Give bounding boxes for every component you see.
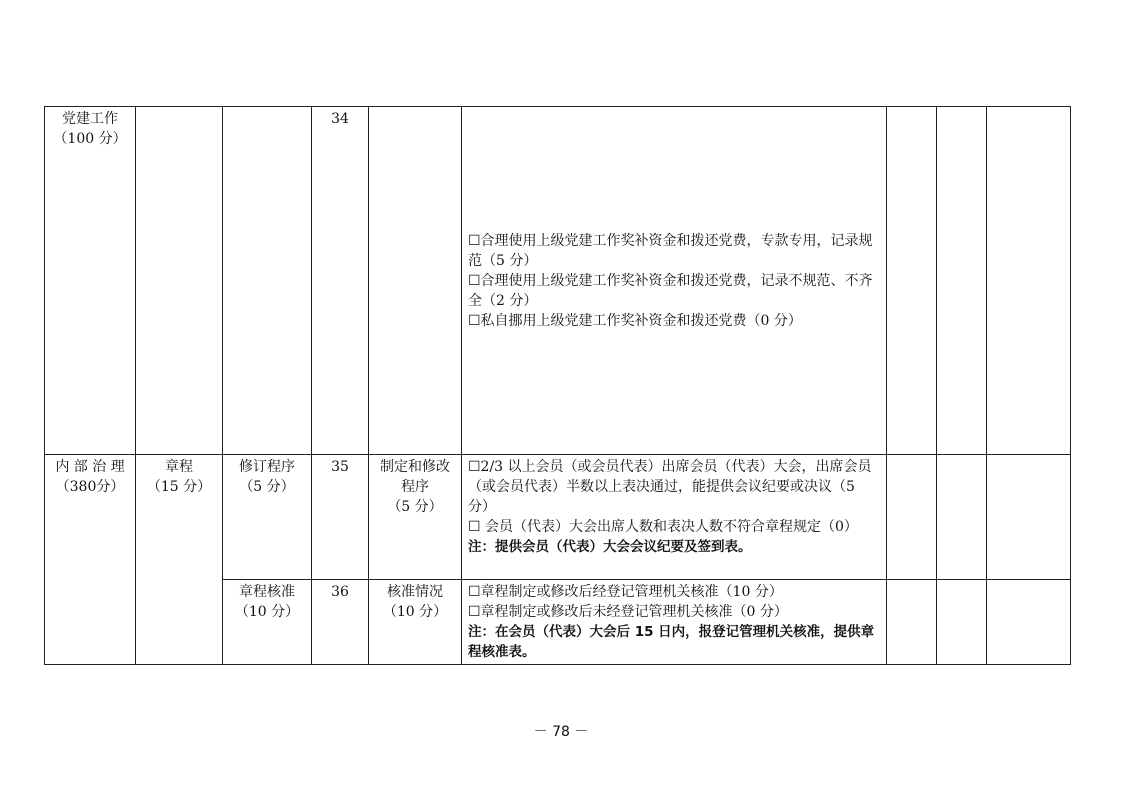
table-row xyxy=(45,455,1071,580)
item-score: （10 分） xyxy=(234,604,300,620)
item-cell xyxy=(223,107,312,455)
subcategory-score: （15 分） xyxy=(146,479,212,495)
criterion-score: （5 分） xyxy=(387,499,443,515)
blank-cell xyxy=(987,580,1071,665)
options-cell xyxy=(462,107,887,455)
blank-cell xyxy=(887,107,937,455)
item-cell xyxy=(223,580,312,665)
score-option[interactable]: ☐私自挪用上级党建工作奖补资金和拨还党费（0 分） xyxy=(468,312,802,329)
options-cell xyxy=(462,455,887,580)
note-text: 注：在会员（代表）大会后 15 日内，报登记管理机关核准，提供章程核准表。 xyxy=(468,624,875,660)
blank-cell xyxy=(937,580,987,665)
item-cell xyxy=(223,455,312,580)
criterion-cell xyxy=(369,580,462,665)
category-label: 党建工作 xyxy=(62,111,118,127)
table-row xyxy=(45,107,1071,455)
options-cell xyxy=(462,580,887,665)
criterion-label: 制定和修改程序 xyxy=(380,459,450,495)
score-option[interactable]: ☐合理使用上级党建工作奖补资金和拨还党费，专款专用，记录规范（5 分） xyxy=(468,232,873,269)
blank-cell xyxy=(887,455,937,580)
category-label: 内 部 治 理 xyxy=(55,459,125,475)
item-number: 35 xyxy=(312,455,369,580)
subcategory-cell xyxy=(136,107,223,455)
blank-cell xyxy=(887,580,937,665)
category-cell xyxy=(45,107,136,455)
category-cell xyxy=(45,455,136,665)
category-score: （100 分） xyxy=(53,131,127,147)
item-number: 36 xyxy=(312,580,369,665)
category-score: （380分） xyxy=(55,479,125,495)
blank-cell xyxy=(987,107,1071,455)
criterion-cell xyxy=(369,107,462,455)
page-number: － 78 － xyxy=(533,724,589,740)
blank-cell xyxy=(937,455,987,580)
item-label: 章程核准 xyxy=(239,584,295,600)
criterion-cell xyxy=(369,455,462,580)
criterion-label: 核准情况 xyxy=(387,584,443,600)
subcategory-cell xyxy=(136,455,223,665)
score-option[interactable]: ☐ 会员（代表）大会出席人数和表决人数不符合章程规定（0） xyxy=(468,519,858,535)
blank-cell xyxy=(987,455,1071,580)
subcategory-label: 章程 xyxy=(165,459,193,475)
item-label: 修订程序 xyxy=(239,459,295,475)
evaluation-table xyxy=(44,106,1071,665)
item-number: 34 xyxy=(312,107,369,455)
note-text: 注：提供会员（代表）大会会议纪要及签到表。 xyxy=(468,539,752,555)
score-option[interactable]: ☐章程制定或修改后经登记管理机关核准（10 分） xyxy=(468,584,783,600)
blank-cell xyxy=(937,107,987,455)
score-option[interactable]: ☐2/3 以上会员（或会员代表）出席会员（代表）大会，出席会员（或会员代表）半数以上表决通过，能提供会议纪要或决议（5 分） xyxy=(468,459,872,515)
item-score: （5 分） xyxy=(239,479,295,495)
score-option[interactable]: ☐合理使用上级党建工作奖补资金和拨还党费，记录不规范、不齐全（2 分） xyxy=(468,272,873,309)
criterion-score: （10 分） xyxy=(382,604,448,620)
score-option[interactable]: ☐章程制定或修改后未经登记管理机关核准（0 分） xyxy=(468,604,788,620)
